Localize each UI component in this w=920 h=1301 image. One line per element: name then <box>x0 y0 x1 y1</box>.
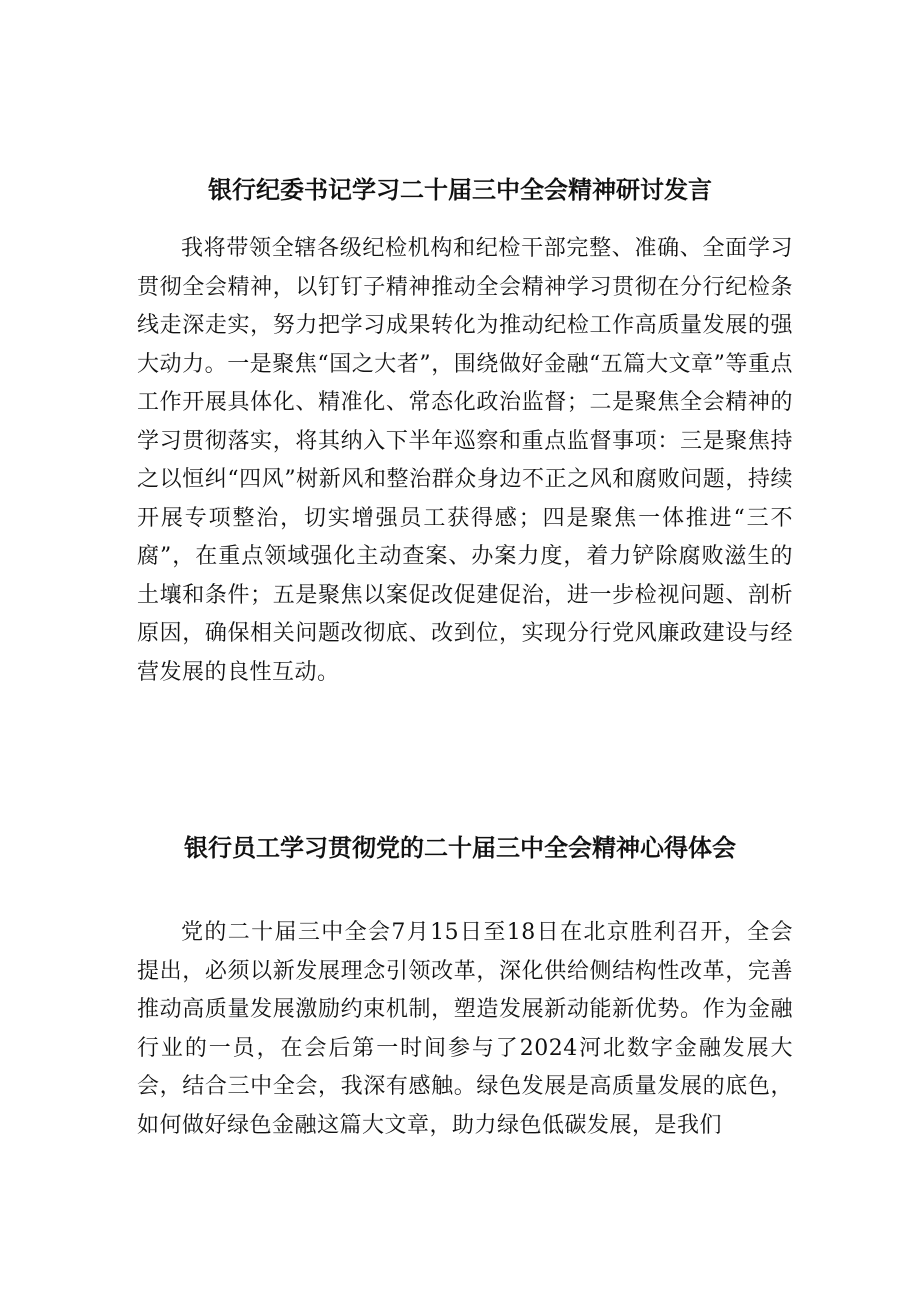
section-title-1: 银行纪委书记学习二十届三中全会精神研讨发言 <box>208 176 712 204</box>
section-paragraph-2: 党的二十届三中全会7月15日至18日在北京胜利召开，全会提出，必须以新发展理念引领改革，深化供给侧结构性改革，完善推动高质量发展激励约束机制，塑造发展新动能新优势。作为金融行业的一员，在会后第一时间参与了2024河北数字金融发展大会，结合三中全会，我深有感触。绿色发展是高质量发展的底色，如何做好绿色金融这篇大文章，助力绿色低碳发展，是我们 <box>137 920 793 1138</box>
section-paragraph-1: 我将带领全辖各级纪检机构和纪检干部完整、准确、全面学习贯彻全会精神，以钉钉子精神推动全会精神学习贯彻在分行纪检条线走深走实，努力把学习成果转化为推动纪检工作高质量发展的强大动力。一是聚焦“国之大者”，围绕做好金融“五篇大文章”等重点工作开展具体化、精准化、常态化政治监督；二是聚焦全会精神的学习贯彻落实，将其纳入下半年巡察和重点监督事项：三是聚焦持之以恒纠“四风”树新风和整治群众身边不正之风和腐败问题，持续开展专项整治，切实增强员工获得感；四是聚焦一体推进“三不腐”，在重点领域强化主动查案、办案力度，着力铲除腐败滋生的土壤和条件；五是聚焦以案促改促建促治，进一步检视问题、剖析原因，确保相关问题改彻底、改到位，实现分行党风廉政建设与经营发展的良性互动。 <box>137 236 793 685</box>
section-title-2: 银行员工学习贯彻党的二十届三中全会精神心得体会 <box>184 834 736 862</box>
